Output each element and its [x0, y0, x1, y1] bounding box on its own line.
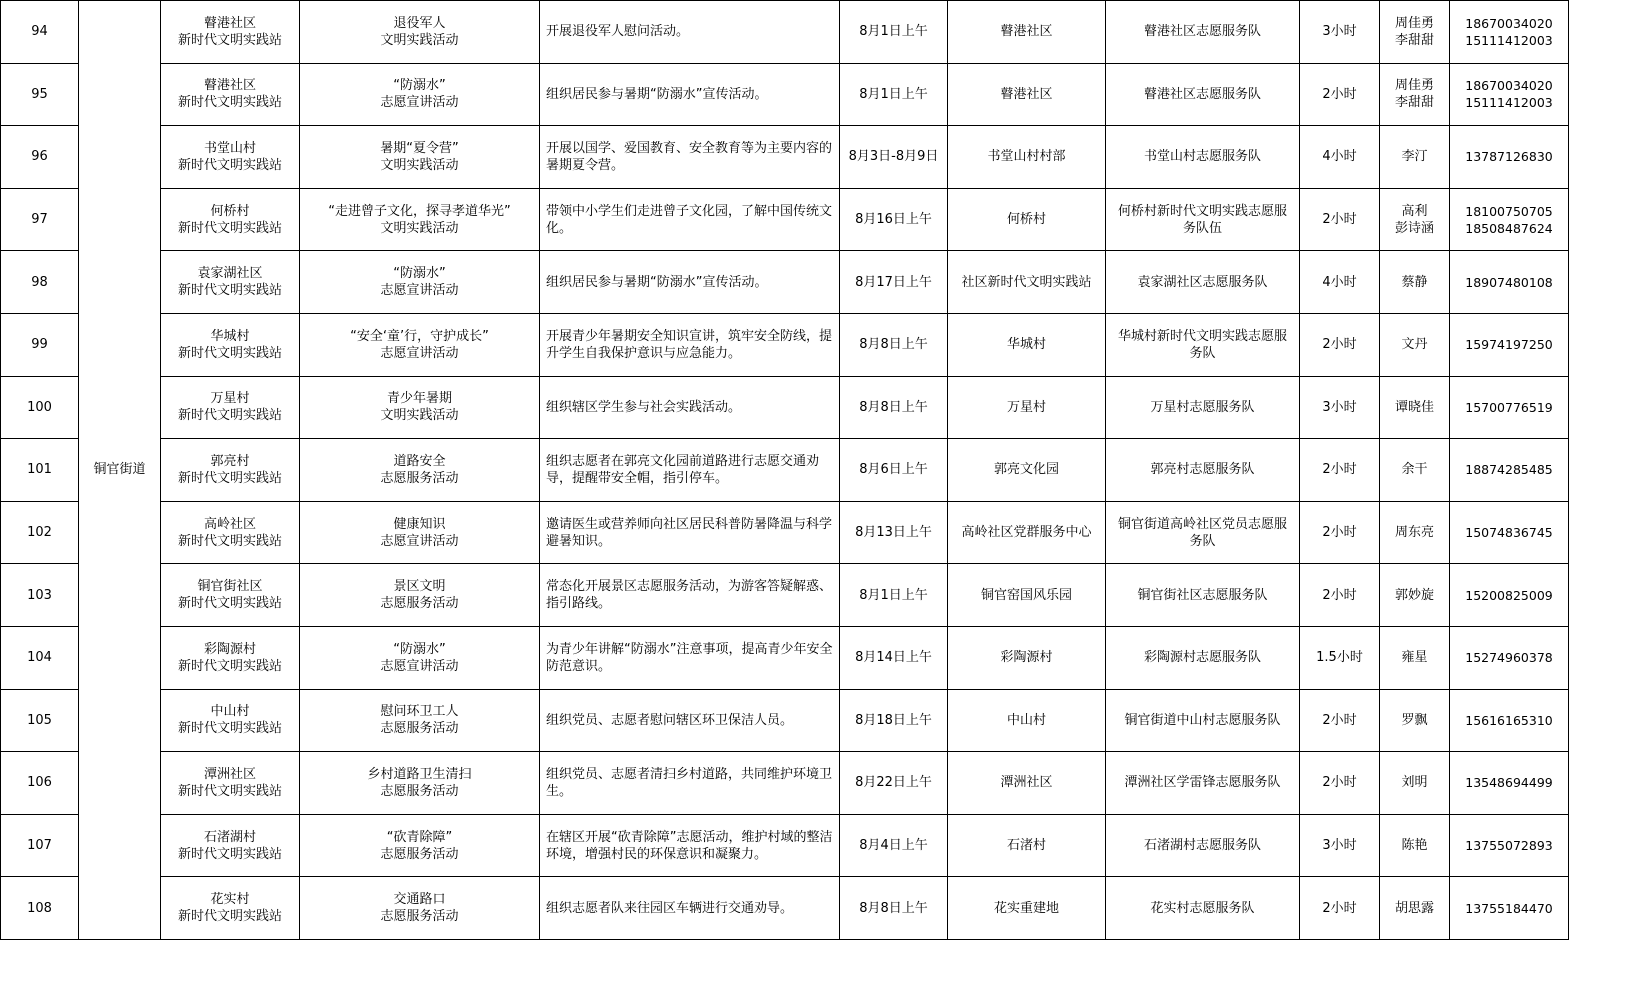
- duration-cell: 3小时: [1300, 376, 1380, 439]
- activity-time-cell: 8月1日上午: [840, 1, 948, 64]
- contact-person-cell: 谭晓佳: [1380, 376, 1450, 439]
- service-team-cell: 华城村新时代文明实践志愿服务队: [1106, 313, 1300, 376]
- activity-name-cell: “砍青除障” 志愿服务活动: [300, 814, 540, 877]
- table-row: [1, 251, 1569, 314]
- duration-cell: 1.5小时: [1300, 626, 1380, 689]
- activity-content-cell: 组织辖区学生参与社会实践活动。: [540, 376, 840, 439]
- activity-name-cell: 道路安全 志愿服务活动: [300, 439, 540, 502]
- row-number-cell: 108: [1, 877, 79, 940]
- activity-content-cell: 带领中小学生们走进曾子文化园，了解中国传统文化。: [540, 188, 840, 251]
- row-number-cell: 98: [1, 251, 79, 314]
- station-cell: 高岭社区 新时代文明实践站: [161, 501, 300, 564]
- row-number-cell: 95: [1, 63, 79, 126]
- activity-content-cell: 开展以国学、爱国教育、安全教育等为主要内容的暑期夏令营。: [540, 126, 840, 189]
- station-cell: 石渚湖村 新时代文明实践站: [161, 814, 300, 877]
- station-cell: 何桥村 新时代文明实践站: [161, 188, 300, 251]
- contact-person-cell: 李汀: [1380, 126, 1450, 189]
- duration-cell: 2小时: [1300, 752, 1380, 815]
- activity-time-cell: 8月22日上午: [840, 752, 948, 815]
- service-team-cell: 万星村志愿服务队: [1106, 376, 1300, 439]
- activity-content-cell: 组织居民参与暑期“防溺水”宣传活动。: [540, 63, 840, 126]
- phone-cell: 18100750705 18508487624: [1450, 188, 1569, 251]
- activity-time-cell: 8月17日上午: [840, 251, 948, 314]
- table-row: [1, 1, 1569, 64]
- contact-person-cell: 周佳勇 李甜甜: [1380, 63, 1450, 126]
- row-number-cell: 99: [1, 313, 79, 376]
- duration-cell: 2小时: [1300, 63, 1380, 126]
- table-row: [1, 439, 1569, 502]
- phone-cell: 18670034020 15111412003: [1450, 1, 1569, 64]
- service-team-cell: 郭亮村志愿服务队: [1106, 439, 1300, 502]
- activity-time-cell: 8月1日上午: [840, 564, 948, 627]
- contact-person-cell: 罗飘: [1380, 689, 1450, 752]
- phone-cell: 13548694499: [1450, 752, 1569, 815]
- activity-time-cell: 8月16日上午: [840, 188, 948, 251]
- service-team-cell: 瞽港社区志愿服务队: [1106, 63, 1300, 126]
- activity-name-cell: “防溺水” 志愿宣讲活动: [300, 251, 540, 314]
- duration-cell: 3小时: [1300, 814, 1380, 877]
- contact-person-cell: 周东亮: [1380, 501, 1450, 564]
- row-number-cell: 96: [1, 126, 79, 189]
- contact-person-cell: 余干: [1380, 439, 1450, 502]
- activity-place-cell: 郭亮文化园: [948, 439, 1106, 502]
- table-row: [1, 626, 1569, 689]
- service-team-cell: 何桥村新时代文明实践志愿服务队伍: [1106, 188, 1300, 251]
- phone-cell: 15616165310: [1450, 689, 1569, 752]
- duration-cell: 4小时: [1300, 126, 1380, 189]
- activity-name-cell: 交通路口 志愿服务活动: [300, 877, 540, 940]
- activity-content-cell: 开展青少年暑期安全知识宣讲，筑牢安全防线，提升学生自我保护意识与应急能力。: [540, 313, 840, 376]
- activity-name-cell: “走进曾子文化，探寻孝道华光” 文明实践活动: [300, 188, 540, 251]
- activity-content-cell: 为青少年讲解“防溺水”注意事项，提高青少年安全防范意识。: [540, 626, 840, 689]
- duration-cell: 2小时: [1300, 313, 1380, 376]
- station-cell: 华城村 新时代文明实践站: [161, 313, 300, 376]
- activity-content-cell: 组织党员、志愿者清扫乡村道路，共同维护环境卫生。: [540, 752, 840, 815]
- station-cell: 彩陶源村 新时代文明实践站: [161, 626, 300, 689]
- station-cell: 书堂山村 新时代文明实践站: [161, 126, 300, 189]
- contact-person-cell: 胡思露: [1380, 877, 1450, 940]
- table-row: [1, 63, 1569, 126]
- contact-person-cell: 刘明: [1380, 752, 1450, 815]
- activity-name-cell: 暑期“夏令营” 文明实践活动: [300, 126, 540, 189]
- activity-place-cell: 华城村: [948, 313, 1106, 376]
- activity-place-cell: 彩陶源村: [948, 626, 1106, 689]
- phone-cell: 15274960378: [1450, 626, 1569, 689]
- phone-cell: 13787126830: [1450, 126, 1569, 189]
- activity-time-cell: 8月8日上午: [840, 877, 948, 940]
- phone-cell: 18874285485: [1450, 439, 1569, 502]
- phone-cell: 18907480108: [1450, 251, 1569, 314]
- row-number-cell: 100: [1, 376, 79, 439]
- activity-name-cell: 乡村道路卫生清扫 志愿服务活动: [300, 752, 540, 815]
- activity-content-cell: 组织志愿者队来往园区车辆进行交通劝导。: [540, 877, 840, 940]
- station-cell: 万星村 新时代文明实践站: [161, 376, 300, 439]
- service-team-cell: 书堂山村志愿服务队: [1106, 126, 1300, 189]
- duration-cell: 2小时: [1300, 188, 1380, 251]
- activity-place-cell: 书堂山村村部: [948, 126, 1106, 189]
- activity-name-cell: 健康知识 志愿宣讲活动: [300, 501, 540, 564]
- phone-cell: 15074836745: [1450, 501, 1569, 564]
- table-body: [1, 1, 1569, 940]
- row-number-cell: 105: [1, 689, 79, 752]
- table-row: [1, 376, 1569, 439]
- phone-cell: 13755072893: [1450, 814, 1569, 877]
- table-row: [1, 501, 1569, 564]
- activity-time-cell: 8月3日-8月9日: [840, 126, 948, 189]
- station-cell: 袁家湖社区 新时代文明实践站: [161, 251, 300, 314]
- activity-content-cell: 组织志愿者在郭亮文化园前道路进行志愿交通劝导，提醒带安全帽，指引停车。: [540, 439, 840, 502]
- row-number-cell: 102: [1, 501, 79, 564]
- service-team-cell: 铜官街社区志愿服务队: [1106, 564, 1300, 627]
- activity-name-cell: “防溺水” 志愿宣讲活动: [300, 626, 540, 689]
- activity-content-cell: 邀请医生或营养师向社区居民科普防暑降温与科学避暑知识。: [540, 501, 840, 564]
- activity-time-cell: 8月13日上午: [840, 501, 948, 564]
- activity-time-cell: 8月4日上午: [840, 814, 948, 877]
- activity-place-cell: 社区新时代文明实践站: [948, 251, 1106, 314]
- activity-content-cell: 开展退役军人慰问活动。: [540, 1, 840, 64]
- activity-place-cell: 瞽港社区: [948, 1, 1106, 64]
- activity-time-cell: 8月6日上午: [840, 439, 948, 502]
- service-team-cell: 瞽港社区志愿服务队: [1106, 1, 1300, 64]
- contact-person-cell: 文丹: [1380, 313, 1450, 376]
- activity-content-cell: 组织居民参与暑期“防溺水”宣传活动。: [540, 251, 840, 314]
- activity-name-cell: “安全‘童’行，守护成长” 志愿宣讲活动: [300, 313, 540, 376]
- duration-cell: 2小时: [1300, 564, 1380, 627]
- activity-name-cell: 慰问环卫工人 志愿服务活动: [300, 689, 540, 752]
- row-number-cell: 101: [1, 439, 79, 502]
- service-team-cell: 花实村志愿服务队: [1106, 877, 1300, 940]
- phone-cell: 13755184470: [1450, 877, 1569, 940]
- table-row: [1, 313, 1569, 376]
- activity-place-cell: 花实重建地: [948, 877, 1106, 940]
- activity-time-cell: 8月8日上午: [840, 376, 948, 439]
- table-row: [1, 877, 1569, 940]
- activity-name-cell: 景区文明 志愿服务活动: [300, 564, 540, 627]
- station-cell: 郭亮村 新时代文明实践站: [161, 439, 300, 502]
- station-cell: 铜官街社区 新时代文明实践站: [161, 564, 300, 627]
- station-cell: 中山村 新时代文明实践站: [161, 689, 300, 752]
- table-row: [1, 188, 1569, 251]
- table-row: [1, 564, 1569, 627]
- contact-person-cell: 蔡静: [1380, 251, 1450, 314]
- phone-cell: 15200825009: [1450, 564, 1569, 627]
- duration-cell: 4小时: [1300, 251, 1380, 314]
- activity-content-cell: 在辖区开展“砍青除障”志愿活动，维护村域的整洁环境，增强村民的环保意识和凝聚力。: [540, 814, 840, 877]
- duration-cell: 3小时: [1300, 1, 1380, 64]
- activity-place-cell: 中山村: [948, 689, 1106, 752]
- table-row: [1, 752, 1569, 815]
- activity-place-cell: 潭洲社区: [948, 752, 1106, 815]
- activity-time-cell: 8月14日上午: [840, 626, 948, 689]
- activity-place-cell: 瞽港社区: [948, 63, 1106, 126]
- service-team-cell: 袁家湖社区志愿服务队: [1106, 251, 1300, 314]
- service-team-cell: 彩陶源村志愿服务队: [1106, 626, 1300, 689]
- phone-cell: 15974197250: [1450, 313, 1569, 376]
- contact-person-cell: 周佳勇 李甜甜: [1380, 1, 1450, 64]
- activity-place-cell: 高岭社区党群服务中心: [948, 501, 1106, 564]
- duration-cell: 2小时: [1300, 877, 1380, 940]
- row-number-cell: 94: [1, 1, 79, 64]
- row-number-cell: 106: [1, 752, 79, 815]
- activity-place-cell: 何桥村: [948, 188, 1106, 251]
- activity-place-cell: 石渚村: [948, 814, 1106, 877]
- duration-cell: 2小时: [1300, 501, 1380, 564]
- duration-cell: 2小时: [1300, 689, 1380, 752]
- activity-time-cell: 8月8日上午: [840, 313, 948, 376]
- row-number-cell: 107: [1, 814, 79, 877]
- service-team-cell: 铜官街道高岭社区党员志愿服务队: [1106, 501, 1300, 564]
- activity-name-cell: 青少年暑期 文明实践活动: [300, 376, 540, 439]
- street-cell: 铜官街道: [79, 1, 161, 940]
- activity-place-cell: 万星村: [948, 376, 1106, 439]
- activity-time-cell: 8月1日上午: [840, 63, 948, 126]
- service-team-cell: 铜官街道中山村志愿服务队: [1106, 689, 1300, 752]
- phone-cell: 18670034020 15111412003: [1450, 63, 1569, 126]
- activity-time-cell: 8月18日上午: [840, 689, 948, 752]
- activity-name-cell: “防溺水” 志愿宣讲活动: [300, 63, 540, 126]
- activity-content-cell: 常态化开展景区志愿服务活动，为游客答疑解惑、指引路线。: [540, 564, 840, 627]
- station-cell: 潭洲社区 新时代文明实践站: [161, 752, 300, 815]
- station-cell: 瞽港社区 新时代文明实践站: [161, 63, 300, 126]
- service-team-cell: 潭洲社区学雷锋志愿服务队: [1106, 752, 1300, 815]
- table-row: [1, 126, 1569, 189]
- contact-person-cell: 雍星: [1380, 626, 1450, 689]
- activity-content-cell: 组织党员、志愿者慰问辖区环卫保洁人员。: [540, 689, 840, 752]
- station-cell: 花实村 新时代文明实践站: [161, 877, 300, 940]
- duration-cell: 2小时: [1300, 439, 1380, 502]
- contact-person-cell: 高利 彭诗涵: [1380, 188, 1450, 251]
- station-cell: 瞽港社区 新时代文明实践站: [161, 1, 300, 64]
- activity-name-cell: 退役军人 文明实践活动: [300, 1, 540, 64]
- table-row: [1, 689, 1569, 752]
- contact-person-cell: 郭妙旋: [1380, 564, 1450, 627]
- row-number-cell: 103: [1, 564, 79, 627]
- row-number-cell: 97: [1, 188, 79, 251]
- contact-person-cell: 陈艳: [1380, 814, 1450, 877]
- row-number-cell: 104: [1, 626, 79, 689]
- service-team-cell: 石渚湖村志愿服务队: [1106, 814, 1300, 877]
- activity-place-cell: 铜官窑国风乐园: [948, 564, 1106, 627]
- phone-cell: 15700776519: [1450, 376, 1569, 439]
- table-row: [1, 814, 1569, 877]
